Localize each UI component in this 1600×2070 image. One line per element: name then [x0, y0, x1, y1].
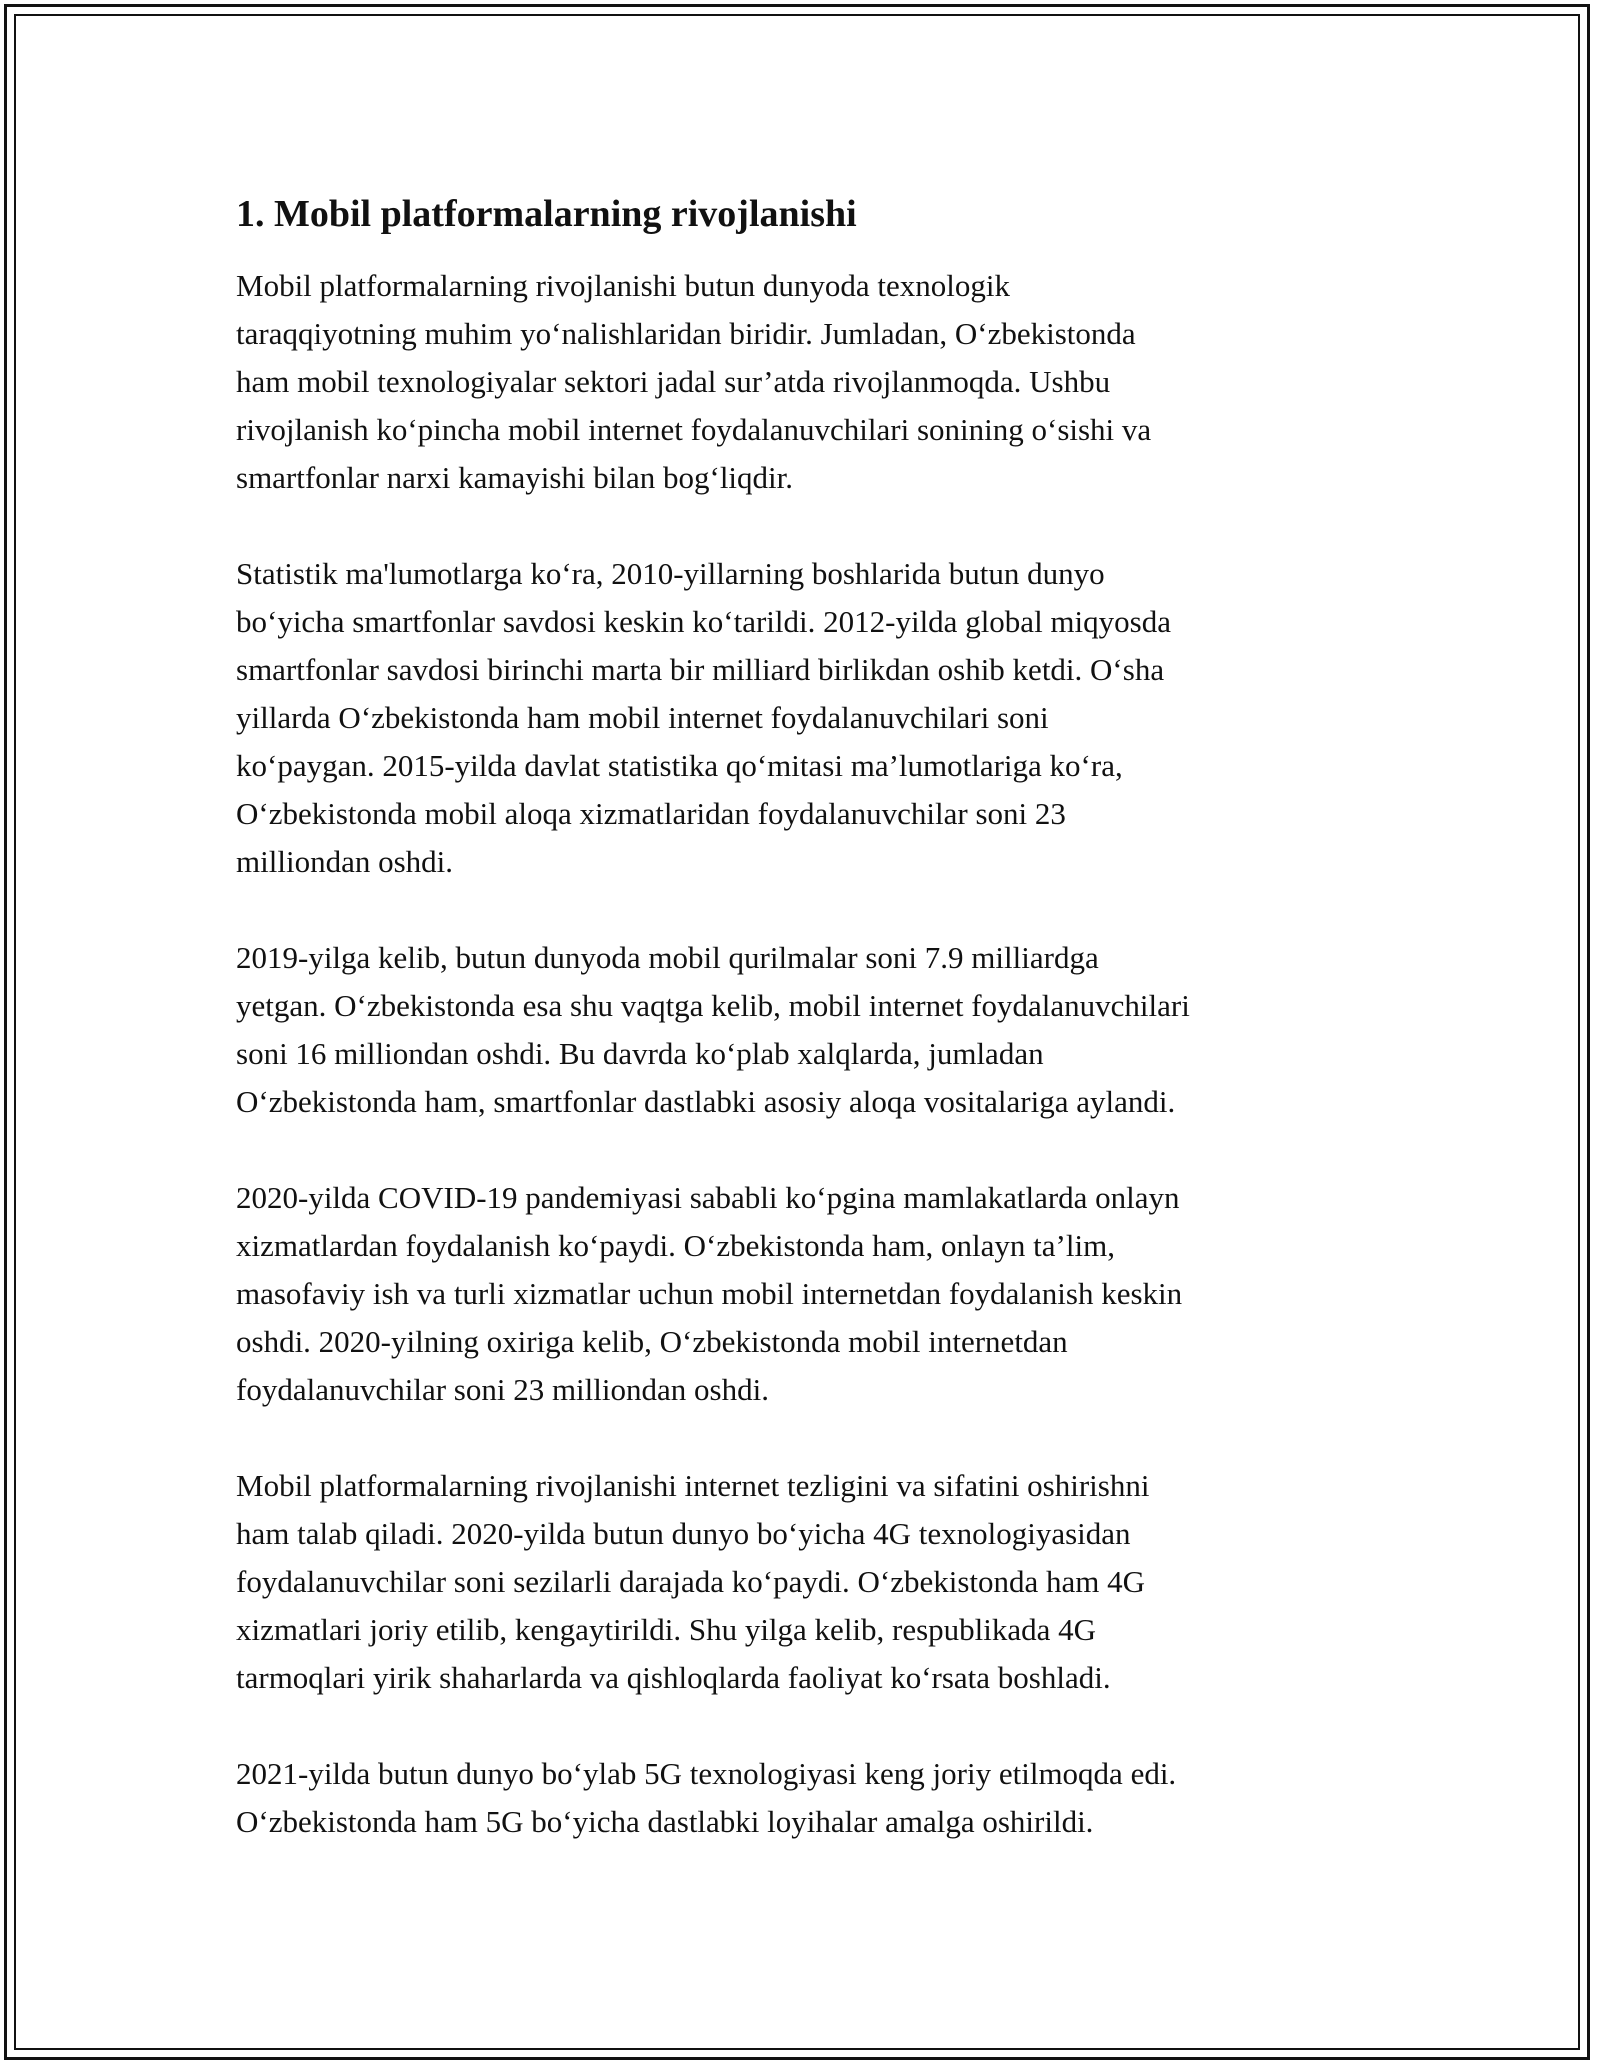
text-line: milliondan oshdi. [236, 844, 453, 879]
paragraph-2019 [236, 934, 1376, 1126]
paragraph-2020-covid [236, 1174, 1376, 1414]
text-line: yillarda Oʻzbekistonda ham mobil internet foydalanuvchilari soni [236, 700, 1049, 735]
paragraph-4g [236, 1462, 1376, 1702]
paragraph-5g [236, 1750, 1376, 1846]
text-line: boʻyicha smartfonlar savdosi keskin koʻtarildi. 2012-yilda global miqyosda [236, 604, 1171, 639]
text-line: Oʻzbekistonda ham 5G boʻyicha dastlabki loyihalar amalga oshirildi. [236, 1804, 1094, 1839]
text-line: Oʻzbekistonda ham, smartfonlar dastlabki asosiy aloqa vositalariga aylandi. [236, 1084, 1176, 1119]
text-line: foydalanuvchilar soni 23 milliondan oshdi. [236, 1372, 769, 1407]
text-line: ham talab qiladi. 2020-yilda butun dunyo boʻyicha 4G texnologiyasidan [236, 1516, 1131, 1551]
document-title: 1. Mobil platformalarning rivojlanishi [236, 193, 857, 235]
text-line: soni 16 milliondan oshdi. Bu davrda koʻplab xalqlarda, jumladan [236, 1036, 1044, 1071]
paragraph-intro [236, 262, 1376, 502]
text-line: Statistik ma'lumotlarga koʻra, 2010-yillarning boshlarida butun dunyo [236, 556, 1105, 591]
text-line: koʻpaygan. 2015-yilda davlat statistika qoʻmitasi ma’lumotlariga koʻra, [236, 748, 1123, 783]
text-line: tarmoqlari yirik shaharlarda va qishloqlarda faoliyat koʻrsata boshladi. [236, 1660, 1111, 1695]
text-line: xizmatlari joriy etilib, kengaytirildi. Shu yilga kelib, respublikada 4G [236, 1612, 1097, 1647]
text-line: ham mobil texnologiyalar sektori jadal sur’atda rivojlanmoqda. Ushbu [236, 364, 1111, 399]
text-line: Oʻzbekistonda mobil aloqa xizmatlaridan foydalanuvchilar soni 23 [236, 796, 1066, 831]
text-line: Mobil platformalarning rivojlanishi butun dunyoda texnologik [236, 268, 1011, 303]
text-line: taraqqiyotning muhim yoʻnalishlaridan biridir. Jumladan, Oʻzbekistonda [236, 316, 1136, 351]
text-line: smartfonlar savdosi birinchi marta bir milliard birlikdan oshib ketdi. Oʻsha [236, 652, 1165, 687]
text-line: rivojlanish koʻpincha mobil internet foydalanuvchilari sonining oʻsishi va [236, 412, 1152, 447]
text-line: foydalanuvchilar soni sezilarli darajada koʻpaydi. Oʻzbekistonda ham 4G [236, 1564, 1146, 1599]
text-line: yetgan. Oʻzbekistonda esa shu vaqtga kelib, mobil internet foydalanuvchilari [236, 988, 1190, 1023]
text-line: oshdi. 2020-yilning oxiriga kelib, Oʻzbekistonda mobil internetdan [236, 1324, 1068, 1359]
text-line: Mobil platformalarning rivojlanishi internet tezligini va sifatini oshirishni [236, 1468, 1150, 1503]
text-line: masofaviy ish va turli xizmatlar uchun mobil internetdan foydalanish keskin [236, 1276, 1183, 1311]
text-line: xizmatlardan foydalanish koʻpaydi. Oʻzbekistonda ham, onlayn ta’lim, [236, 1228, 1115, 1263]
text-line: 2019-yilga kelib, butun dunyoda mobil qurilmalar soni 7.9 milliardga [236, 940, 1099, 975]
text-line: 2020-yilda COVID-19 pandemiyasi sababli koʻpgina mamlakatlarda onlayn [236, 1180, 1180, 1215]
paragraph-statistics [236, 550, 1376, 886]
text-line: 2021-yilda butun dunyo boʻylab 5G texnologiyasi keng joriy etilmoqda edi. [236, 1756, 1177, 1791]
document-body [236, 188, 1376, 1894]
text-line: smartfonlar narxi kamayishi bilan bogʻliqdir. [236, 460, 794, 495]
